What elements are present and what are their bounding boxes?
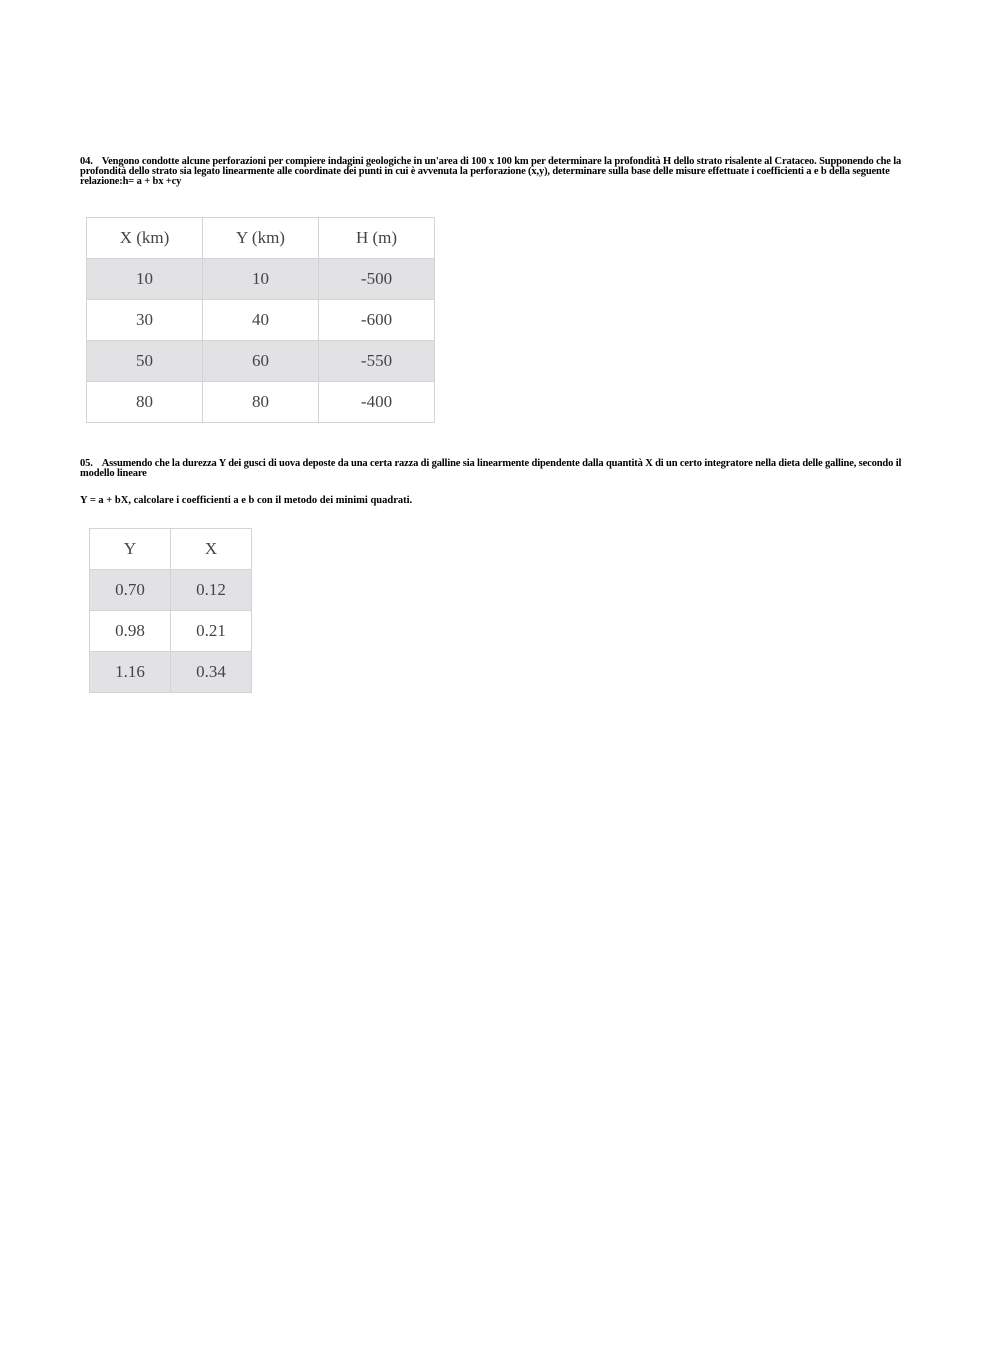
question-04-table	[86, 217, 435, 423]
table-row	[87, 382, 435, 423]
table-cell: -500	[319, 259, 435, 300]
table-header-row	[87, 218, 435, 259]
question-04-text: Vengono condotte alcune perforazioni per compiere indagini geologiche in un'area di 100 x 100 km per determinare la profondità H dello strato risalente al Crataceo. Supponendo che la profondità dello strato sia legato linearmente alle coordinate dei punti in cui è avvenuta la perforazione (x,y), determinare sulla base delle misure effettuate i coefficienti a e b della seguente relazione:h= a + bx +cy	[80, 156, 902, 187]
column-header-h-m: H (m)	[319, 218, 435, 259]
column-header-y: Y	[90, 529, 171, 570]
table-cell: 30	[87, 300, 203, 341]
question-04-number: 04.	[80, 156, 93, 167]
table-cell: 80	[203, 382, 319, 423]
table-cell: -600	[319, 300, 435, 341]
table-cell: 10	[87, 259, 203, 300]
column-header-x-km: X (km)	[87, 218, 203, 259]
column-header-x: X	[171, 529, 252, 570]
table-cell: 60	[203, 341, 319, 382]
table-cell: 80	[87, 382, 203, 423]
table-row	[87, 259, 435, 300]
table-cell: 0.12	[171, 570, 252, 611]
table-header-row	[90, 529, 252, 570]
table-cell: -550	[319, 341, 435, 382]
table-cell: 0.70	[90, 570, 171, 611]
table-cell: -400	[319, 382, 435, 423]
question-05	[80, 459, 920, 479]
table-row	[87, 300, 435, 341]
table-cell: 0.34	[171, 652, 252, 693]
table-cell: 0.98	[90, 611, 171, 652]
table-row	[90, 652, 252, 693]
table-row	[90, 570, 252, 611]
table-cell: 1.16	[90, 652, 171, 693]
column-header-y-km: Y (km)	[203, 218, 319, 259]
question-05-text: Assumendo che la durezza Y dei gusci di uova deposte da una certa razza di galline sia linearmente dipendente dalla quantità X di un certo integratore nella dieta delle galline, secondo il modello lineare	[80, 458, 902, 479]
table-row	[90, 611, 252, 652]
table-cell: 10	[203, 259, 319, 300]
question-05-formula: Y = a + bX, calcolare i coefficienti a e b con il metodo dei minimi quadrati.	[80, 495, 413, 506]
question-04	[80, 157, 920, 187]
question-05-table	[89, 528, 252, 693]
question-05-number: 05.	[80, 458, 93, 469]
table-cell: 0.21	[171, 611, 252, 652]
table-cell: 40	[203, 300, 319, 341]
table-row	[87, 341, 435, 382]
table-cell: 50	[87, 341, 203, 382]
